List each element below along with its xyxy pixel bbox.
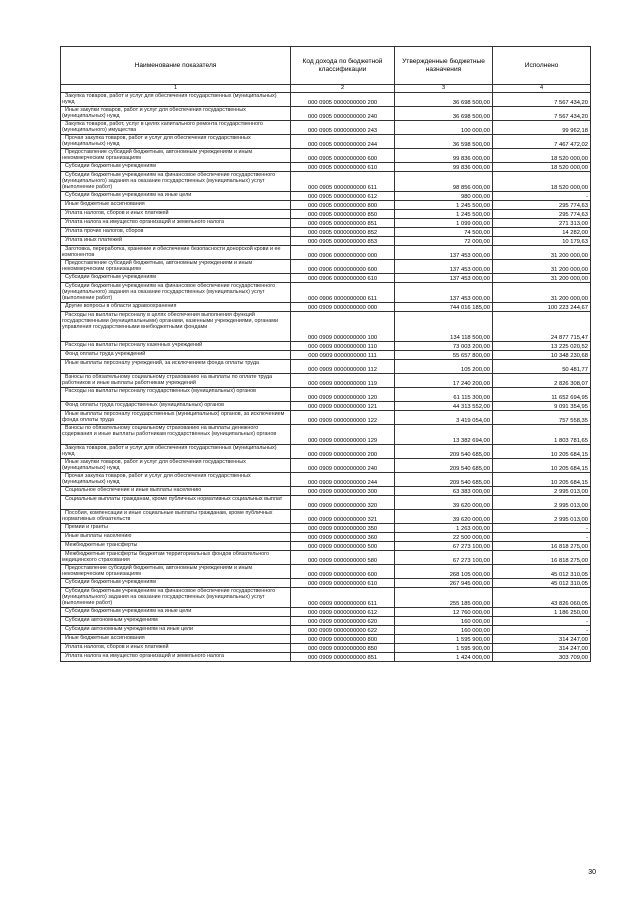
row-executed: 10 205 684,15 (493, 473, 591, 487)
row-name (61, 121, 291, 135)
row-executed: - (493, 617, 591, 626)
row-executed: 7 467 472,02 (493, 135, 591, 149)
row-approved: 17 240 200,00 (395, 374, 493, 388)
row-executed: 303 709,00 (493, 653, 591, 662)
row-name (61, 644, 291, 653)
row-executed: 295 774,63 (493, 210, 591, 219)
row-executed: 99 962,18 (493, 121, 591, 135)
row-name (61, 172, 291, 192)
row-code: 000 0905 0000000000 600 (291, 149, 395, 163)
header-approved: Утвержденные бюджетные назначения (395, 47, 493, 85)
row-executed: - (493, 524, 591, 533)
row-executed: - (493, 533, 591, 542)
row-approved: 105 200,00 (395, 360, 493, 374)
row-name (61, 228, 291, 237)
table-row (61, 388, 591, 402)
row-name (61, 579, 291, 588)
row-code: 000 0905 0000000000 800 (291, 201, 395, 210)
row-approved: 3 419 054,00 (395, 411, 493, 425)
row-name-text: Социальные выплаты гражданам, кроме публичных нормативных социальных выплат (65, 496, 283, 502)
row-name-text: Расходы на выплаты персоналу в целях обеспечения выполнения функций государственными (муниципальными) органами, казенными учреждениями, органами управления государственными внебюджетными фондами (62, 312, 279, 331)
row-executed: 1 186 250,00 (493, 608, 591, 617)
table-row (61, 626, 591, 635)
table-body (61, 93, 591, 662)
row-code: 000 0909 0000000000 612 (291, 608, 395, 617)
row-name-text: Межбюджетные трансферты (65, 542, 138, 548)
row-code: 000 0909 0000000000 000 (291, 303, 395, 312)
row-code: 000 0909 0000000000 500 (291, 542, 395, 551)
row-name (61, 219, 291, 228)
table-row (61, 135, 591, 149)
row-approved: 36 598 500,00 (395, 135, 493, 149)
header-code: Код дохода по бюджетной классификации (291, 47, 395, 85)
row-name-text: Уплата налогов, сборов и иных платежей (65, 644, 169, 650)
budget-table-sheet (60, 46, 590, 662)
table-row (61, 163, 591, 172)
table-row (61, 524, 591, 533)
row-executed: 10 205 684,15 (493, 459, 591, 473)
row-name (61, 411, 291, 425)
row-approved: 980 000,00 (395, 192, 493, 201)
row-code: 000 0905 0000000000 611 (291, 172, 395, 192)
row-code: 000 0905 0000000000 200 (291, 93, 395, 107)
row-executed: 2 995 013,00 (493, 510, 591, 524)
row-executed: 16 818 275,00 (493, 542, 591, 551)
row-code: 000 0909 0000000000 121 (291, 402, 395, 411)
row-code: 000 0909 0000000000 611 (291, 588, 395, 608)
header-name: Наименование показателя (61, 47, 291, 85)
table-row (61, 565, 591, 579)
row-code: 000 0905 0000000000 612 (291, 192, 395, 201)
table-row (61, 312, 591, 342)
row-approved: 22 500 000,00 (395, 533, 493, 542)
row-code: 000 0909 0000000000 111 (291, 351, 395, 360)
row-executed: 45 012 310,05 (493, 565, 591, 579)
row-name (61, 374, 291, 388)
row-code: 000 0905 0000000000 852 (291, 228, 395, 237)
row-executed: 1 803 781,65 (493, 425, 591, 445)
row-executed: 14 282,00 (493, 228, 591, 237)
row-name-text: Иные выплаты населению (65, 533, 132, 539)
row-name-text: Взносы по обязательному социальному страхованию на выплаты по оплате труда работников и иные выплаты работникам учреждений (62, 374, 273, 387)
row-approved: 268 105 000,00 (395, 565, 493, 579)
row-name-text: Социальное обеспечение и иные выплаты населению (65, 487, 202, 493)
row-name-text: Иные бюджетные ассигнования (65, 201, 145, 207)
row-code: 000 0909 0000000000 620 (291, 617, 395, 626)
row-executed: 31 200 000,00 (493, 274, 591, 283)
row-name (61, 237, 291, 246)
row-name (61, 351, 291, 360)
row-code: 000 0906 0000000000 610 (291, 274, 395, 283)
row-executed: 18 520 000,00 (493, 172, 591, 192)
row-approved: 1 263 000,00 (395, 524, 493, 533)
row-name (61, 496, 291, 510)
row-executed: 18 520 000,00 (493, 149, 591, 163)
table-row (61, 360, 591, 374)
row-name-text: Уплата налога на имущество организаций и земельного налога (65, 653, 224, 659)
row-name (61, 425, 291, 445)
row-executed: 45 012 310,05 (493, 579, 591, 588)
row-name-text: Предоставление субсидий бюджетным, автономным учреждениям и иным некоммерческим организациям (62, 260, 253, 273)
row-code: 000 0905 0000000000 610 (291, 163, 395, 172)
row-name-text: Уплата налогов, сборов и иных платежей (65, 210, 169, 216)
table-row (61, 411, 591, 425)
row-approved: 137 453 000,00 (395, 274, 493, 283)
row-code: 000 0905 0000000000 851 (291, 219, 395, 228)
table-row (61, 487, 591, 496)
row-name-text: Межбюджетные трансферты бюджетам территориальных фондов обязательного медицинского страхования (62, 551, 270, 564)
table-row (61, 608, 591, 617)
row-code: 000 0909 0000000000 850 (291, 644, 395, 653)
row-name (61, 608, 291, 617)
row-approved: 1 099 000,00 (395, 219, 493, 228)
table-row (61, 228, 591, 237)
row-approved: 39 620 000,00 (395, 496, 493, 510)
table-row (61, 260, 591, 274)
row-name-text: Другие вопросы в области здравоохранения (65, 303, 177, 309)
row-approved: 74 500,00 (395, 228, 493, 237)
row-executed: 13 225 020,52 (493, 342, 591, 351)
row-name (61, 588, 291, 608)
row-name (61, 487, 291, 496)
row-name (61, 510, 291, 524)
row-code: 000 0909 0000000000 610 (291, 579, 395, 588)
row-name-text: Иные закупки товаров, работ и услуг для обеспечения государственных (муниципальных) нужд (62, 107, 246, 120)
row-name (61, 473, 291, 487)
row-code: 000 0905 0000000000 243 (291, 121, 395, 135)
row-name-text: Субсидии автономным учреждениям (65, 617, 158, 623)
row-name (61, 533, 291, 542)
row-name-text: Расходы на выплаты персоналу государственных (муниципальных) органов (65, 388, 257, 394)
row-executed: 43 826 060,05 (493, 588, 591, 608)
row-name (61, 626, 291, 635)
row-name-text: Предоставление субсидий бюджетным, автономным учреждениям и иным некоммерческим организациям (62, 149, 253, 162)
row-executed: 10 205 684,15 (493, 445, 591, 459)
row-name-text: Расходы на выплаты персоналу казенных учреждений (65, 342, 203, 348)
row-code: 000 0909 0000000000 100 (291, 312, 395, 342)
row-name (61, 342, 291, 351)
row-approved: 44 313 552,00 (395, 402, 493, 411)
row-name (61, 653, 291, 662)
column-number: 3 (395, 85, 493, 93)
row-code: 000 0909 0000000000 350 (291, 524, 395, 533)
row-executed: 9 091 354,95 (493, 402, 591, 411)
table-row (61, 210, 591, 219)
row-executed: 2 826 308,07 (493, 374, 591, 388)
table-row (61, 551, 591, 565)
row-executed: 100 223 244,67 (493, 303, 591, 312)
row-name-text: Закупка товаров, работ и услуг для обеспечения государственных (муниципальных) нужд (62, 445, 277, 458)
row-name-text: Закупка товаров, работ, услуг в целях капитального ремонта государственного (муниципального) имущества (62, 121, 263, 134)
table-row (61, 342, 591, 351)
row-name (61, 565, 291, 579)
row-name-text: Субсидии бюджетным учреждениям на финансовое обеспечение государственного (муниципального) задания на оказание государственных (муниципальных) услуг (выполнение работ) (62, 172, 276, 191)
row-approved: 12 760 000,00 (395, 608, 493, 617)
row-name (61, 135, 291, 149)
row-name-text: Иные бюджетные ассигнования (65, 635, 145, 641)
table-row (61, 351, 591, 360)
row-name (61, 283, 291, 303)
row-name-text: Уплата иных платежей (65, 237, 122, 243)
row-executed: 2 995 013,00 (493, 496, 591, 510)
column-number-row (61, 85, 591, 93)
table-row (61, 274, 591, 283)
page-number: 30 (588, 869, 596, 876)
table-row (61, 303, 591, 312)
row-name (61, 163, 291, 172)
row-executed: 10 348 230,68 (493, 351, 591, 360)
row-name (61, 246, 291, 260)
row-approved: 36 698 500,00 (395, 107, 493, 121)
table-row (61, 219, 591, 228)
row-code: 000 0909 0000000000 244 (291, 473, 395, 487)
row-code: 000 0906 0000000000 600 (291, 260, 395, 274)
row-name-text: Фонд оплаты труда учреждений (65, 351, 146, 357)
row-name-text: Прочая закупка товаров, работ и услуг для обеспечения государственных (муниципальных) нужд (62, 473, 251, 486)
table-header-row (61, 47, 591, 85)
row-name-text: Закупка товаров, работ и услуг для обеспечения государственных (муниципальных) нужд (62, 93, 277, 106)
table-row (61, 374, 591, 388)
row-name-text: Субсидии автономным учреждениям на иные цели (65, 626, 194, 632)
table-row (61, 459, 591, 473)
table-row (61, 172, 591, 192)
row-code: 000 0909 0000000000 110 (291, 342, 395, 351)
row-executed: 7 567 434,20 (493, 107, 591, 121)
table-row (61, 617, 591, 626)
table-row (61, 653, 591, 662)
table-row (61, 192, 591, 201)
column-number: 4 (493, 85, 591, 93)
row-code: 000 0909 0000000000 200 (291, 445, 395, 459)
table-row (61, 635, 591, 644)
row-executed: 7 567 434,20 (493, 93, 591, 107)
table-row (61, 473, 591, 487)
row-executed: 31 200 000,00 (493, 283, 591, 303)
row-executed: 16 818 275,00 (493, 551, 591, 565)
table-row (61, 121, 591, 135)
row-approved: 134 118 500,00 (395, 312, 493, 342)
table-row (61, 542, 591, 551)
table-row (61, 237, 591, 246)
row-approved: 137 453 000,00 (395, 283, 493, 303)
row-code: 000 0909 0000000000 320 (291, 496, 395, 510)
row-name-text: Иные выплаты персоналу государственных (муниципальных) органов, за исключением фонда оплаты труда (62, 411, 285, 424)
row-executed: - (493, 192, 591, 201)
row-code: 000 0909 0000000000 321 (291, 510, 395, 524)
row-name (61, 260, 291, 274)
row-code: 000 0909 0000000000 360 (291, 533, 395, 542)
row-name-text: Заготовка, переработка, хранение и обеспечение безопасности донорской крови и ее компонентов (62, 246, 281, 259)
row-name-text: Премии и гранты (65, 524, 108, 530)
row-code: 000 0905 0000000000 244 (291, 135, 395, 149)
header-executed: Исполнено (493, 47, 591, 85)
row-name-text: Предоставление субсидий бюджетным, автономным учреждениям и иным некоммерческим организациям (62, 565, 253, 578)
row-name (61, 93, 291, 107)
row-executed: 31 200 000,00 (493, 246, 591, 260)
row-executed: 18 520 000,00 (493, 163, 591, 172)
row-approved: 55 657 800,00 (395, 351, 493, 360)
row-approved: 160 000,00 (395, 617, 493, 626)
row-code: 000 0909 0000000000 119 (291, 374, 395, 388)
table-row (61, 201, 591, 210)
row-approved: 209 540 685,00 (395, 445, 493, 459)
row-executed: 11 652 694,95 (493, 388, 591, 402)
row-approved: 67 273 100,00 (395, 551, 493, 565)
row-executed: 271 313,00 (493, 219, 591, 228)
row-approved: 98 856 000,00 (395, 172, 493, 192)
row-approved: 13 382 694,00 (395, 425, 493, 445)
row-name (61, 303, 291, 312)
row-executed: 295 774,63 (493, 201, 591, 210)
row-code: 000 0909 0000000000 300 (291, 487, 395, 496)
row-code: 000 0909 0000000000 600 (291, 565, 395, 579)
row-approved: 1 245 500,00 (395, 201, 493, 210)
table-row (61, 93, 591, 107)
row-name-text: Субсидии бюджетным учреждениям (65, 579, 156, 585)
row-executed: 2 995 013,00 (493, 487, 591, 496)
row-executed: - (493, 626, 591, 635)
row-code: 000 0905 0000000000 850 (291, 210, 395, 219)
row-code: 000 0906 0000000000 611 (291, 283, 395, 303)
row-name (61, 360, 291, 374)
column-number: 1 (61, 85, 291, 93)
row-approved: 744 016 185,00 (395, 303, 493, 312)
row-name-text: Иные выплаты персоналу учреждений, за исключением фонда оплаты труда (65, 360, 259, 366)
table-row (61, 579, 591, 588)
row-code: 000 0909 0000000000 120 (291, 388, 395, 402)
row-approved: 209 540 685,00 (395, 459, 493, 473)
row-code: 000 0905 0000000000 853 (291, 237, 395, 246)
row-name (61, 542, 291, 551)
row-name-text: Субсидии бюджетным учреждениям на финансовое обеспечение государственного (муниципального) задания на оказание государственных (муниципальных) услуг (выполнение работ) (62, 283, 276, 302)
row-name (61, 201, 291, 210)
row-approved: 63 383 000,00 (395, 487, 493, 496)
row-executed: 31 200 000,00 (493, 260, 591, 274)
row-executed: 757 558,35 (493, 411, 591, 425)
row-approved: 67 273 100,00 (395, 542, 493, 551)
row-approved: 255 185 000,00 (395, 588, 493, 608)
row-name (61, 551, 291, 565)
row-code: 000 0909 0000000000 851 (291, 653, 395, 662)
row-approved: 160 000,00 (395, 626, 493, 635)
row-name (61, 617, 291, 626)
row-name (61, 445, 291, 459)
row-approved: 267 945 000,00 (395, 579, 493, 588)
row-approved: 99 836 000,00 (395, 163, 493, 172)
table-row (61, 425, 591, 445)
table-row (61, 533, 591, 542)
row-code: 000 0909 0000000000 580 (291, 551, 395, 565)
table-row (61, 445, 591, 459)
row-name-text: Субсидии бюджетным учреждениям (65, 163, 156, 169)
row-approved: 100 000,00 (395, 121, 493, 135)
table-row (61, 402, 591, 411)
row-name-text: Субсидии бюджетным учреждениям на финансовое обеспечение государственного (муниципального) задания на оказание государственных (муниципальных) услуг (выполнение работ) (62, 588, 276, 607)
row-approved: 1 595 900,00 (395, 644, 493, 653)
row-name-text: Фонд оплаты труда государственных (муниципальных) органов (65, 402, 224, 408)
row-approved: 72 000,00 (395, 237, 493, 246)
row-name-text: Взносы по обязательному социальному страхованию на выплаты денежного содержания и иные выплаты работникам государственных (муниципальных) органов (62, 425, 277, 438)
row-code: 000 0909 0000000000 622 (291, 626, 395, 635)
table-row (61, 510, 591, 524)
row-name-text: Уплата налога на имущество организаций и земельного налога (65, 219, 224, 225)
row-approved: 39 620 000,00 (395, 510, 493, 524)
row-name (61, 210, 291, 219)
row-name (61, 524, 291, 533)
row-approved: 1 424 000,00 (395, 653, 493, 662)
row-code: 000 0909 0000000000 112 (291, 360, 395, 374)
row-approved: 99 836 000,00 (395, 149, 493, 163)
row-approved: 36 698 500,00 (395, 93, 493, 107)
row-code: 000 0909 0000000000 122 (291, 411, 395, 425)
row-executed: 24 877 715,47 (493, 312, 591, 342)
table-row (61, 588, 591, 608)
table-row (61, 644, 591, 653)
budget-execution-table (60, 46, 591, 662)
table-row (61, 149, 591, 163)
row-approved: 1 595 900,00 (395, 635, 493, 644)
row-executed: 10 179,63 (493, 237, 591, 246)
row-name (61, 149, 291, 163)
row-name-text: Иные закупки товаров, работ и услуг для обеспечения государственных (муниципальных) нужд (62, 459, 246, 472)
row-name (61, 107, 291, 121)
row-name (61, 274, 291, 283)
row-executed: 50 481,77 (493, 360, 591, 374)
row-name-text: Прочая закупка товаров, работ и услуг для обеспечения государственных (муниципальных) нужд (62, 135, 251, 148)
table-row (61, 283, 591, 303)
row-approved: 61 115 300,00 (395, 388, 493, 402)
row-approved: 1 245 500,00 (395, 210, 493, 219)
row-name (61, 635, 291, 644)
row-executed: 314 247,00 (493, 635, 591, 644)
row-approved: 209 540 685,00 (395, 473, 493, 487)
column-number: 2 (291, 85, 395, 93)
row-name (61, 312, 291, 342)
row-name-text: Пособия, компенсации и иные социальные выплаты гражданам, кроме публичных нормативных обязательств (62, 510, 273, 523)
row-name (61, 388, 291, 402)
row-name (61, 402, 291, 411)
row-name (61, 459, 291, 473)
row-name-text: Субсидии бюджетным учреждениям на иные цели (65, 608, 192, 614)
row-approved: 137 453 000,00 (395, 246, 493, 260)
row-name-text: Субсидии бюджетным учреждениям на иные цели (65, 192, 192, 198)
row-executed: 314 247,00 (493, 644, 591, 653)
table-row (61, 246, 591, 260)
row-code: 000 0906 0000000000 000 (291, 246, 395, 260)
row-approved: 73 003 200,00 (395, 342, 493, 351)
row-code: 000 0909 0000000000 129 (291, 425, 395, 445)
row-name-text: Уплата прочих налогов, сборов (65, 228, 144, 234)
row-approved: 137 453 000,00 (395, 260, 493, 274)
row-code: 000 0905 0000000000 240 (291, 107, 395, 121)
row-name-text: Субсидии бюджетным учреждениям (65, 274, 156, 280)
row-code: 000 0909 0000000000 800 (291, 635, 395, 644)
table-row (61, 496, 591, 510)
row-code: 000 0909 0000000000 240 (291, 459, 395, 473)
row-name (61, 192, 291, 201)
table-row (61, 107, 591, 121)
